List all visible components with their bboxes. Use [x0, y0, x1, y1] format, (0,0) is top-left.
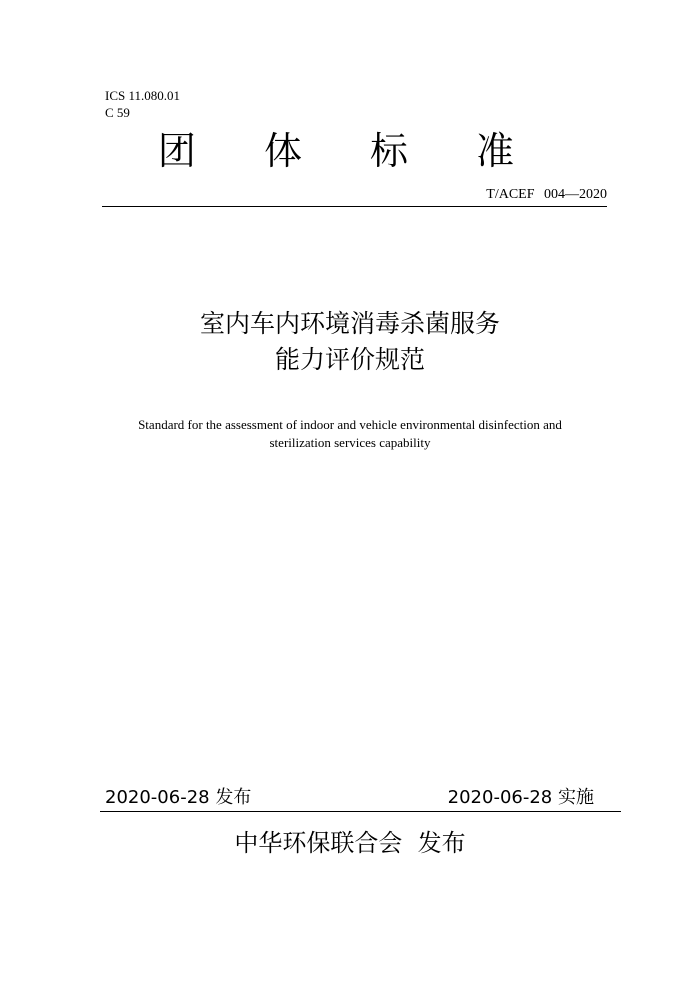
standard-number: T/ACEF 004—2020 — [486, 187, 607, 202]
publish-date: 2020-06-28 发布 — [105, 787, 252, 808]
chinese-title-line-2: 能力评价规范 — [274, 345, 425, 374]
english-title-line-2: sterilization services capability — [269, 435, 431, 450]
ics-code: ICS 11.080.01 — [105, 88, 180, 103]
document-type-heading: 团 体 标 准 — [157, 129, 543, 173]
publisher: 中华环保联合会 发布 — [234, 829, 466, 857]
chinese-title-line-1: 室内车内环境消毒杀菌服务 — [199, 309, 500, 338]
footer-divider — [100, 811, 621, 812]
english-title-line-1: Standard for the assessment of indoor and vehicle environmental disinfection and — [138, 417, 562, 432]
implementation-date: 2020-06-28 实施 — [447, 787, 594, 808]
ccs-code: C 59 — [105, 105, 130, 120]
header-divider — [102, 206, 607, 207]
